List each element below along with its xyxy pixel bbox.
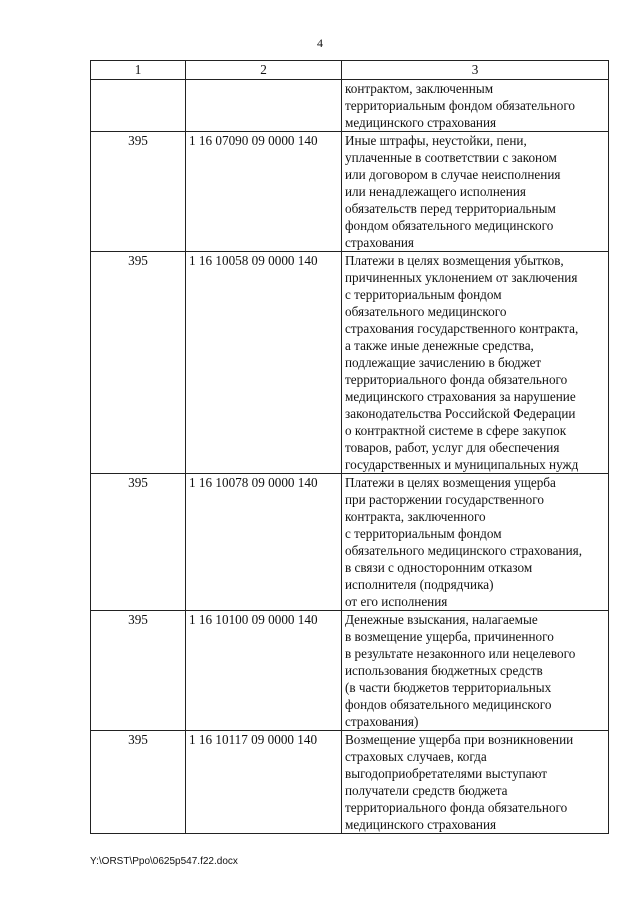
description-line: страхования государственного контракта, — [345, 321, 579, 336]
revenue-code-cell: 1 16 10058 09 0000 140 — [186, 252, 342, 474]
table-row — [91, 80, 609, 132]
description-line: а также иные денежные средства, — [345, 338, 534, 353]
column-header-2: 2 — [186, 61, 342, 80]
description-cell — [342, 731, 609, 834]
description-line: Возмещение ущерба при возникновении — [345, 732, 574, 747]
description-line: или договором в случае неисполнения — [345, 167, 561, 182]
description-line: Платежи в целях возмещения ущерба — [345, 475, 556, 490]
table-row — [91, 731, 609, 834]
table-row — [91, 252, 609, 474]
description-line: в результате незаконного или нецелевого — [345, 646, 576, 661]
description-line: территориального фонда обязательного — [345, 800, 568, 815]
description-line: получатели средств бюджета — [345, 783, 508, 798]
description-line: контрактом, заключенным — [345, 81, 494, 96]
description-line: законодательства Российской Федерации — [345, 406, 576, 421]
column-header-1: 1 — [91, 61, 186, 80]
admin-code-cell — [91, 80, 186, 132]
admin-code-cell: 395 — [91, 252, 186, 474]
description-line: подлежащие зачислению в бюджет — [345, 355, 542, 370]
description-line: медицинского страхования за нарушение — [345, 389, 576, 404]
description-line: территориальным фондом обязательного — [345, 98, 576, 113]
description-cell — [342, 474, 609, 611]
revenue-codes-table — [90, 60, 609, 834]
description-line: в возмещение ущерба, причиненного — [345, 629, 554, 644]
description-line: о контрактной системе в сфере закупок — [345, 423, 567, 438]
description-line: обязательного медицинского страхования, — [345, 543, 583, 558]
table-row — [91, 611, 609, 731]
description-line: товаров, работ, услуг для обеспечения — [345, 440, 560, 455]
table-body — [91, 80, 609, 834]
description-cell — [342, 611, 609, 731]
description-line: или ненадлежащего исполнения — [345, 184, 526, 199]
description-cell — [342, 252, 609, 474]
description-line: фондом обязательного медицинского — [345, 218, 554, 233]
description-line: Иные штрафы, неустойки, пени, — [345, 133, 527, 148]
table-row — [91, 132, 609, 252]
description-line: государственных и муниципальных нужд — [345, 457, 579, 472]
description-line: от его исполнения — [345, 594, 448, 609]
description-line: контракта, заключенного — [345, 509, 486, 524]
description-cell — [342, 132, 609, 252]
revenue-code-cell: 1 16 10100 09 0000 140 — [186, 611, 342, 731]
description-line: исполнителя (подрядчика) — [345, 577, 494, 592]
revenue-code-cell: 1 16 07090 09 0000 140 — [186, 132, 342, 252]
description-line: медицинского страхования — [345, 817, 497, 832]
description-line: территориального фонда обязательного — [345, 372, 568, 387]
description-line: Платежи в целях возмещения убытков, — [345, 253, 564, 268]
description-line: причиненных уклонением от заключения — [345, 270, 578, 285]
revenue-code-cell: 1 16 10078 09 0000 140 — [186, 474, 342, 611]
revenue-code-cell — [186, 80, 342, 132]
description-line: медицинского страхования — [345, 115, 497, 130]
description-line: обязательного медицинского — [345, 304, 507, 319]
revenue-code-cell: 1 16 10117 09 0000 140 — [186, 731, 342, 834]
admin-code-cell: 395 — [91, 474, 186, 611]
description-line: с территориальным фондом — [345, 526, 502, 541]
description-cell — [342, 80, 609, 132]
description-line: уплаченные в соответствии с законом — [345, 150, 557, 165]
description-line: при расторжении государственного — [345, 492, 544, 507]
description-line: использования бюджетных средств — [345, 663, 543, 678]
description-line: Денежные взыскания, налагаемые — [345, 612, 538, 627]
description-line: в связи с односторонним отказом — [345, 560, 533, 575]
page-number: 4 — [317, 36, 323, 50]
table-row — [91, 474, 609, 611]
table-header-row — [91, 61, 609, 80]
admin-code-cell: 395 — [91, 132, 186, 252]
admin-code-cell: 395 — [91, 611, 186, 731]
description-line: страхования) — [345, 714, 419, 729]
description-line: страховых случаев, когда — [345, 749, 487, 764]
description-line: обязательств перед территориальным — [345, 201, 556, 216]
column-header-3: 3 — [342, 61, 609, 80]
admin-code-cell: 395 — [91, 731, 186, 834]
description-line: страхования — [345, 235, 414, 250]
description-line: (в части бюджетов территориальных — [345, 680, 552, 695]
file-path-footer: Y:\ORST\Ppo\0625p547.f22.docx — [90, 856, 238, 867]
description-line: фондов обязательного медицинского — [345, 697, 552, 712]
description-line: с территориальным фондом — [345, 287, 502, 302]
description-line: выгодоприобретателями выступают — [345, 766, 548, 781]
